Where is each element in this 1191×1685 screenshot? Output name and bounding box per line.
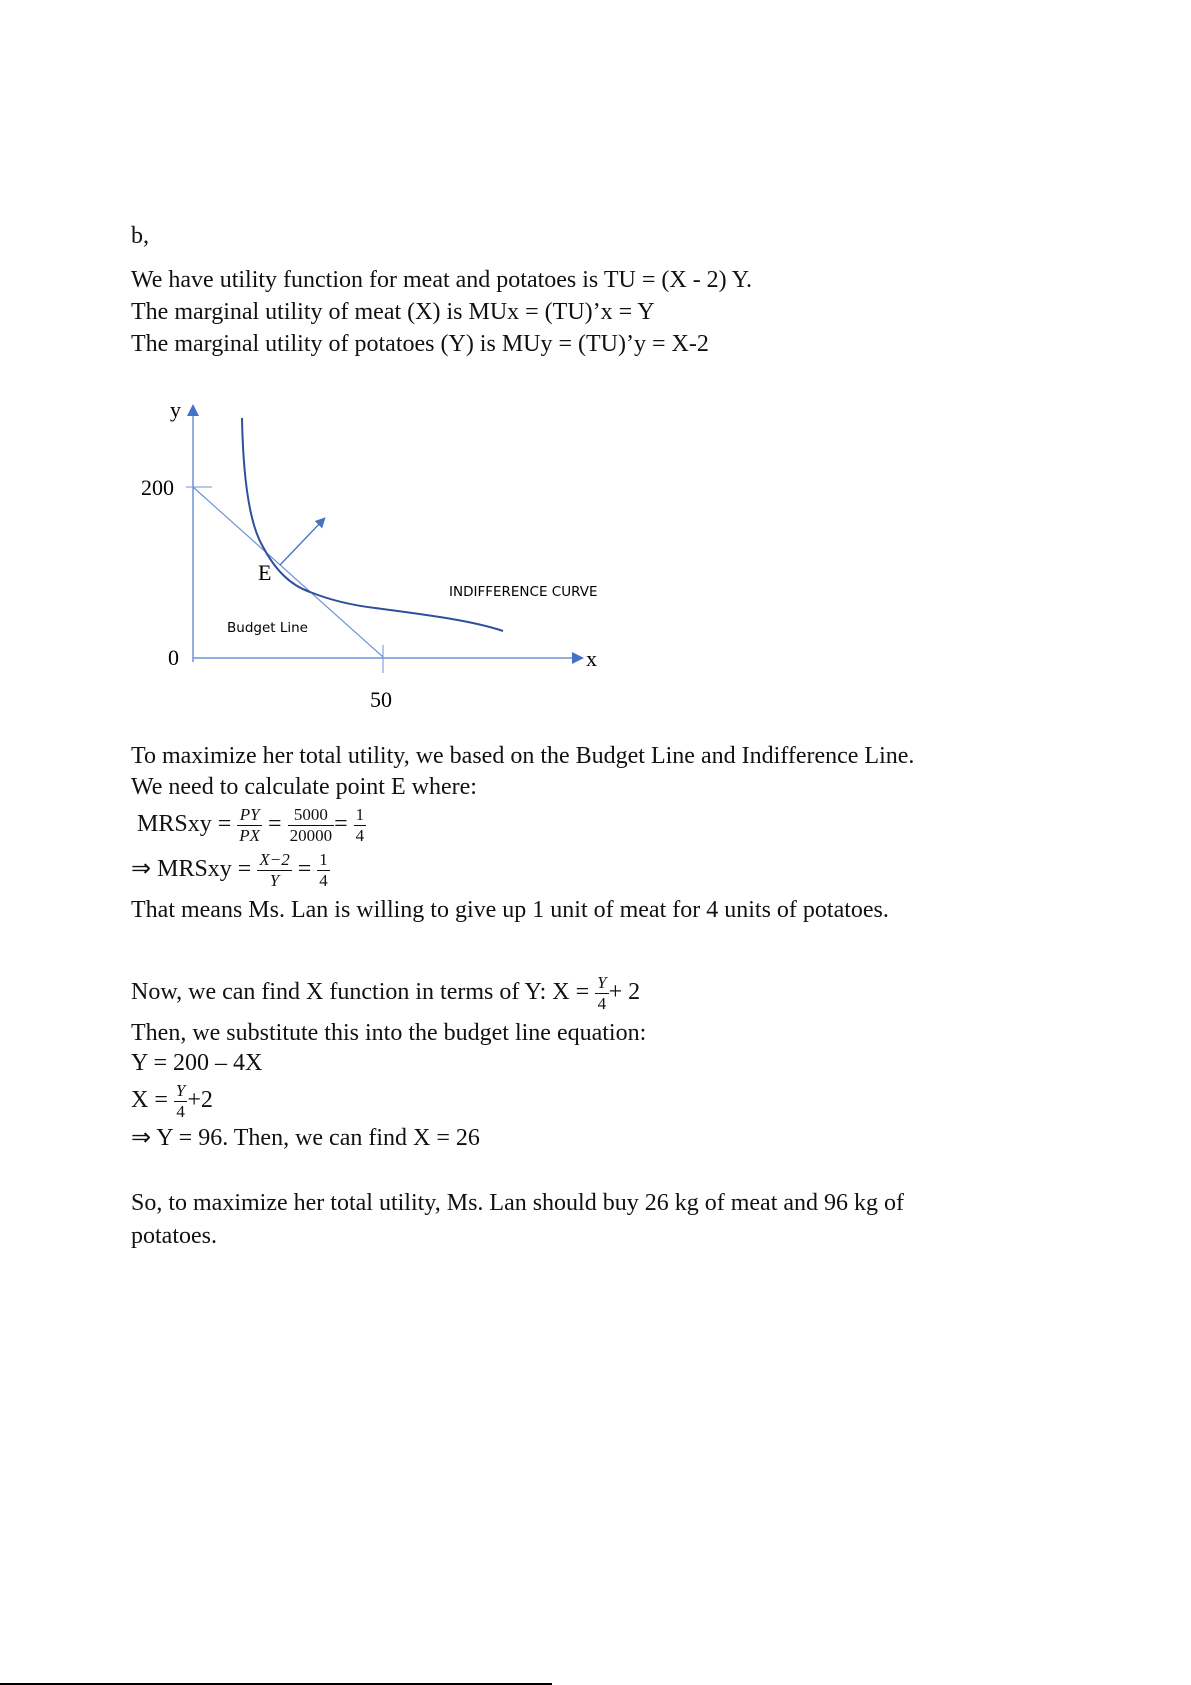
budget-line-label: Budget Line (227, 620, 308, 636)
frac-den: 4 (595, 993, 608, 1014)
y-intercept-label: 200 (141, 475, 174, 500)
text: X = (131, 1087, 168, 1113)
text: + 2 (608, 979, 641, 1005)
paragraph-3: That means Ms. Lan is willing to give up 1 unit of meat for 4 units of potatoes. (131, 897, 889, 923)
x-axis-label: x (586, 646, 597, 671)
frac-num: PY (239, 804, 260, 824)
frac-den: 4 (319, 870, 328, 890)
frac-den: 20000 (289, 825, 333, 845)
frac-den: 4 (174, 1101, 187, 1122)
eq-sign: = (334, 811, 348, 837)
mrs-equation-1 (137, 803, 366, 846)
origin-label: 0 (168, 645, 179, 670)
paragraph-4 (131, 971, 640, 1014)
frac-num: 5000 (293, 804, 328, 824)
frac-den: Y (257, 870, 291, 891)
paragraph-1: To maximize her total utility, we based on the Budget Line and Indifference Line. (131, 743, 915, 769)
x-intercept-label: 50 (370, 687, 392, 712)
intro-line-1: We have utility function for meat and potatoes is TU = (X - 2) Y. (131, 267, 753, 293)
conclusion-line-2: potatoes. (131, 1223, 217, 1249)
text: Now, we can find X function in terms of Y: X = (131, 979, 590, 1005)
budget-equation: Y = 200 – 4X (131, 1050, 263, 1076)
frac-num: 1 (319, 849, 328, 869)
utility-diagram (0, 0, 1191, 760)
text: +2 (187, 1087, 213, 1113)
frac-num: Y (175, 1080, 186, 1100)
conclusion-line-1: So, to maximize her total utility, Ms. Lan should buy 26 kg of meat and 96 kg of (131, 1190, 905, 1216)
indifference-curve-label: INDIFFERENCE CURVE (449, 584, 598, 600)
frac-num: Y (597, 972, 607, 992)
paragraph-2: We need to calculate point E where: (131, 774, 477, 800)
result-line: ⇒ Y = 96. Then, we can find X = 26 (131, 1125, 480, 1151)
paragraph-5: Then, we substitute this into the budget line equation: (131, 1020, 647, 1046)
x-equation (131, 1079, 213, 1122)
eq-sign: = (268, 811, 282, 837)
y-axis-label: y (170, 397, 181, 422)
frac-den: 4 (355, 825, 365, 845)
frac-num: X−2 (259, 849, 290, 869)
frac-num: 1 (355, 804, 365, 824)
frac-den: PX (239, 825, 261, 845)
mrs-equation-2 (131, 848, 330, 891)
intro-line-2: The marginal utility of meat (X) is MUx = (TU)’x = Y (131, 299, 655, 325)
equilibrium-label: E (258, 560, 272, 585)
utility-direction-arrow (280, 521, 322, 565)
eq-sign: = (297, 856, 312, 882)
eq-lhs: ⇒ MRSxy = (131, 856, 252, 882)
section-label: b, (131, 223, 149, 249)
intro-line-3: The marginal utility of potatoes (Y) is MUy = (TU)’y = X-2 (131, 331, 709, 357)
eq-lhs: MRSxy = (137, 811, 232, 837)
